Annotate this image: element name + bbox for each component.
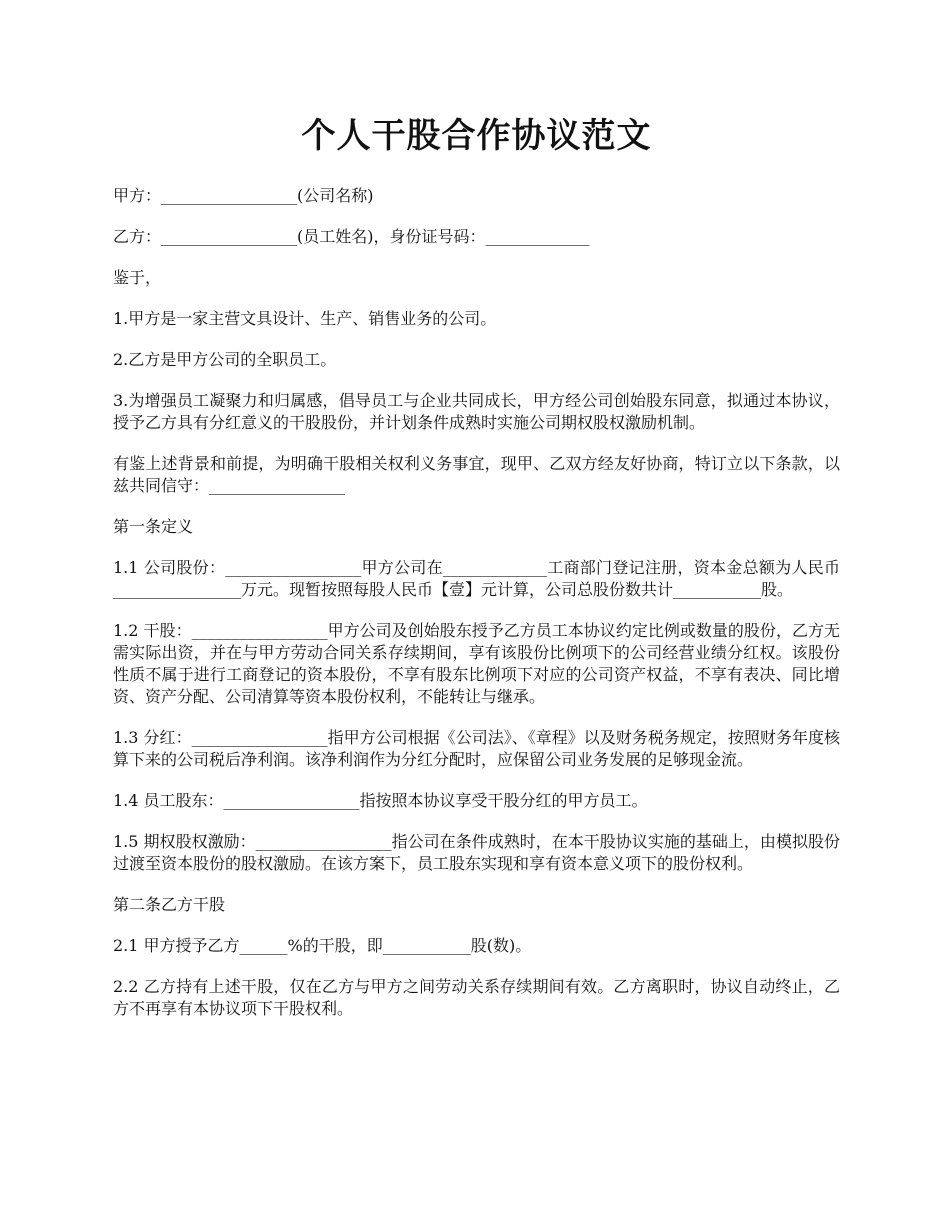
preamble-paragraph: 有鉴上述背景和前提，为明确干股相关权利义务事宜，现甲、乙双方经友好协商，特订立以下条款，以兹共同信守：_________________	[113, 454, 840, 495]
clause-2-2: 2.2 乙方持有上述干股，仅在乙方与甲方之间劳动关系存续期间有效。乙方离职时，协议自动终止，乙方不再享有本协议项下干股权利。	[113, 977, 840, 1018]
spacer	[113, 434, 840, 453]
spacer	[113, 538, 840, 557]
spacer	[113, 771, 840, 790]
spacer	[113, 330, 840, 349]
clause-1-2: 1.2 干股：_________________甲方公司及创始股东授予乙方员工本协议约定比例或数量的股份，乙方无需实际出资，并在与甲方劳动合同关系存续期间，享有该股份比例项下的公司经营业绩分红权。该股份性质不属于进行工商登记的资本股份，不享有股东比例项下对应的公司资产权益，不享有表决、同比增资、资产分配、公司清算等资本股份权利，不能转让与继承。	[113, 621, 840, 706]
article-1-heading: 第一条定义	[113, 517, 194, 536]
spacer	[113, 289, 840, 308]
spacer	[113, 812, 840, 831]
recital-3: 3.为增强员工凝聚力和归属感，倡导员工与企业共同成长，甲方经公司创始股东同意，拟通过本协议，授予乙方具有分红意义的干股股份，并计划条件成熟时实施公司期权股权激励机制。	[113, 391, 840, 432]
document-title: 个人干股合作协议范文	[301, 116, 652, 156]
document-page	[113, 0, 840, 1020]
clause-1-5: 1.5 期权股权激励：_________________指公司在条件成熟时，在本干股协议实施的基础上，由模拟股份过渡至资本股份的股权激励。在该方案下，员工股东实现和享有资本意义项下的股份权利。	[113, 832, 840, 873]
spacer	[113, 916, 840, 935]
clause-1-4: 1.4 员工股东：_________________指按照本协议享受干股分红的甲方员工。	[113, 791, 648, 810]
spacer	[113, 207, 840, 226]
spacer	[113, 875, 840, 894]
spacer	[113, 497, 840, 516]
spacer	[113, 371, 840, 390]
clause-1-3: 1.3 分红：_________________指甲方公司根据《公司法》、《章程》以及财务税务规定，按照财务年度核算下来的公司税后净利润。该净利润作为分红分配时，应保留公司业务发展的足够现金流。	[113, 728, 840, 769]
spacer	[113, 160, 840, 185]
party-a-line: 甲方：_________________(公司名称)	[113, 186, 374, 205]
spacer	[113, 248, 840, 267]
clause-2-1: 2.1 甲方授予乙方______%的干股，即___________股(数)。	[113, 936, 532, 955]
spacer	[113, 708, 840, 727]
spacer	[113, 601, 840, 620]
recital-2: 2.乙方是甲方公司的全职员工。	[113, 350, 337, 369]
article-2-heading: 第二条乙方干股	[113, 895, 226, 914]
party-b-line: 乙方：_________________(员工姓名)，身份证号码：_____________	[113, 227, 590, 246]
spacer	[113, 957, 840, 976]
recital-1: 1.甲方是一家主营文具设计、生产、销售业务的公司。	[113, 309, 497, 328]
clause-1-1: 1.1 公司股份：_________________甲方公司在_____________工商部门登记注册，资本金总额为人民币________________万元。现暂按照每股人民币【壹】元计算，公司总股份数共计___________股。	[113, 558, 840, 599]
whereas-heading: 鉴于，	[113, 268, 162, 287]
